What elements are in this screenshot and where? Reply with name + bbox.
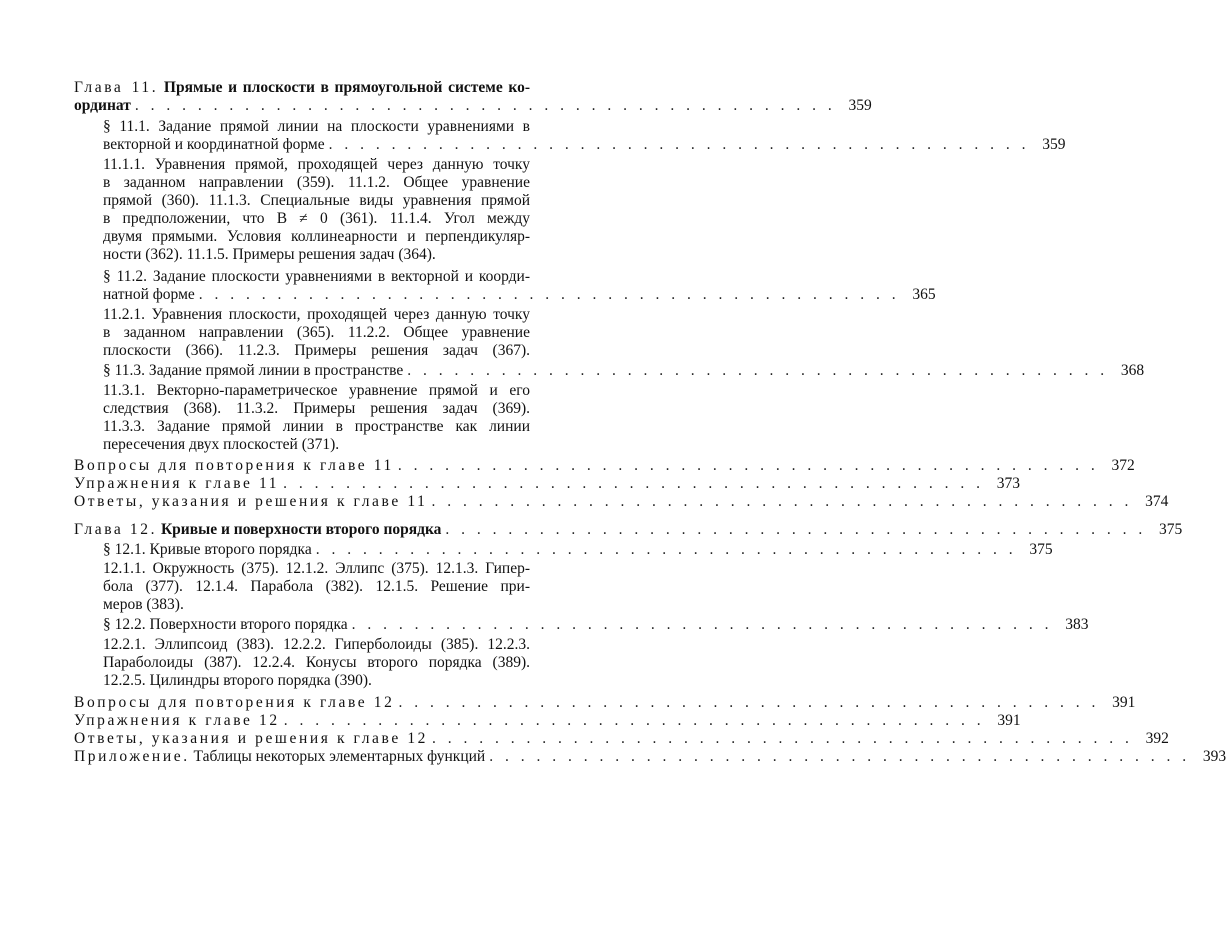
dot-leader: . . . . . . . . . . . . . . . . . . . . . . . . . . . . . . . . . . . . . . . . . . . . . bbox=[283, 475, 984, 492]
chapter-11-title: Прямые и плоскости в прямоугольной системе ко- bbox=[163, 79, 530, 96]
section-12-1-detail: меров (383). bbox=[103, 596, 184, 613]
chapter-11-heading-line1 bbox=[74, 78, 530, 97]
chapter-12-heading-text bbox=[74, 520, 441, 539]
section-12-1-detail: 12.1.1. Окружность (375). 12.1.2. Эллипс (375). 12.1.3. Гипер- bbox=[103, 560, 530, 577]
section-12-1-page: 375 bbox=[1029, 541, 1053, 558]
appendix bbox=[74, 747, 1226, 766]
dot-leader: . . . . . . . . . . . . . . . . . . . . . . . . . . . . . . . . . . . . . . . . . . . . . bbox=[445, 521, 1147, 538]
section-11-2-detail: плоскости (366). 11.2.3. Примеры решения задач (367). bbox=[103, 342, 530, 359]
dot-leader: . . . . . . . . . . . . . . . . . . . . . . . . . . . . . . . . . . . . . . . . . . . . . bbox=[134, 97, 836, 114]
section-11-1-page: 359 bbox=[1042, 136, 1066, 153]
chapter-12-title: Кривые и поверхности второго порядка bbox=[160, 521, 442, 538]
dot-leader: . . . . . . . . . . . . . . . . . . . . . . . . . . . . . . . . . . . . . . . . . . . . . bbox=[315, 541, 1017, 558]
section-11-3-page: 368 bbox=[1120, 362, 1145, 379]
section-11-2-detail: 11.2.1. Уравнения плоскости, проходящей через данную точку bbox=[103, 306, 530, 323]
chapter-11-heading-line2 bbox=[74, 96, 872, 115]
appendix-page: 393 bbox=[1202, 748, 1226, 765]
section-11-2-title: § 11.2. Задание плоскости уравнениями в векторной и коорди- bbox=[103, 268, 530, 285]
dot-leader: . . . . . . . . . . . . . . . . . . . . . . . . . . . . . . . . . . . . . . . . . . . . . bbox=[489, 748, 1191, 765]
section-12-1-title-text: § 12.1. Кривые второго порядка bbox=[103, 541, 312, 558]
section-12-2-detail: 12.2.1. Эллипсоид (383). 12.2.2. Гиперболоиды (385). 12.2.3. bbox=[103, 636, 530, 653]
chapter-12-page: 375 bbox=[1159, 521, 1183, 538]
dot-leader: . . . . . . . . . . . . . . . . . . . . . . . . . . . . . . . . . . . . . . . . . . . . . bbox=[351, 616, 1053, 633]
section-12-1-title bbox=[103, 540, 1053, 559]
dot-leader: . . . . . . . . . . . . . . . . . . . . . . . . . . . . . . . . . . . . . . . . . . . . . bbox=[328, 136, 1030, 153]
section-11-2-title-cont bbox=[103, 285, 936, 304]
section-11-3-title bbox=[103, 361, 1145, 380]
answers-ch12-label: Ответы, указания и решения к главе 12 bbox=[74, 730, 429, 747]
answers-ch11 bbox=[74, 492, 1169, 511]
section-11-1-detail: ности (362). 11.1.5. Примеры решения задач (364). bbox=[103, 246, 436, 263]
section-11-1-detail: прямой (360). 11.1.3. Специальные виды уравнения прямой bbox=[103, 192, 530, 209]
appendix-label: Приложение. bbox=[74, 748, 190, 765]
answers-ch12-page: 392 bbox=[1145, 730, 1169, 747]
exercises-ch12-label: Упражнения к главе 12 bbox=[74, 712, 280, 729]
chapter-12-label: Глава 12. bbox=[74, 521, 158, 538]
section-11-1-detail: 11.1.1. Уравнения прямой, проходящей через данную точку bbox=[103, 156, 530, 173]
section-12-2-detail: Параболоиды (387). 12.2.4. Конусы второго порядка (389). bbox=[103, 654, 530, 671]
appendix-title: Таблицы некоторых элементарных функций bbox=[193, 748, 486, 765]
questions-ch11-label: Вопросы для повторения к главе 11 bbox=[74, 457, 394, 474]
section-11-3-title-text: § 11.3. Задание прямой линии в пространстве bbox=[103, 362, 404, 379]
section-11-3-detail: 11.3.3. Задание прямой линии в пространстве как линии bbox=[103, 418, 530, 435]
section-12-1-detail: бола (377). 12.1.4. Парабола (382). 12.1.5. Решение при- bbox=[103, 578, 530, 595]
dot-leader: . . . . . . . . . . . . . . . . . . . . . . . . . . . . . . . . . . . . . . . . . . . . . bbox=[398, 694, 1100, 711]
exercises-ch11-label: Упражнения к главе 11 bbox=[74, 475, 280, 492]
dot-leader: . . . . . . . . . . . . . . . . . . . . . . . . . . . . . . . . . . . . . . . . . . . . . bbox=[283, 712, 985, 729]
section-11-1-title-text: векторной и координатной форме bbox=[103, 136, 325, 153]
chapter-11-title-cont: ординат bbox=[74, 97, 131, 114]
section-12-2-title-text: § 12.2. Поверхности второго порядка bbox=[103, 616, 348, 633]
questions-ch11 bbox=[74, 456, 1135, 475]
chapter-11-label: Глава 11. bbox=[74, 79, 159, 96]
section-11-2-page: 365 bbox=[912, 286, 936, 303]
questions-ch12 bbox=[74, 693, 1136, 712]
section-12-2-page: 383 bbox=[1065, 616, 1089, 633]
section-11-2-title-text: натной форме bbox=[103, 286, 195, 303]
section-11-3-detail: пересечения двух плоскостей (371). bbox=[103, 436, 340, 453]
questions-ch12-label: Вопросы для повторения к главе 12 bbox=[74, 694, 395, 711]
answers-ch12 bbox=[74, 729, 1169, 748]
section-11-3-detail: следствия (368). 11.3.2. Примеры решения задач (369). bbox=[103, 400, 530, 417]
section-11-3-detail: 11.3.1. Векторно-параметрическое уравнение прямой и его bbox=[103, 382, 530, 399]
dot-leader: . . . . . . . . . . . . . . . . . . . . . . . . . . . . . . . . . . . . . . . . . . . . . bbox=[432, 730, 1133, 747]
section-12-2-detail: 12.2.5. Цилиндры второго порядка (390). bbox=[103, 672, 372, 689]
exercises-ch11-page: 373 bbox=[996, 475, 1020, 492]
appendix-text bbox=[74, 747, 485, 766]
answers-ch11-label: Ответы, указания и решения к главе 11 bbox=[74, 493, 428, 510]
chapter-12-heading bbox=[74, 520, 1183, 539]
questions-ch12-page: 391 bbox=[1112, 694, 1136, 711]
chapter-11-page: 359 bbox=[848, 97, 872, 114]
answers-ch11-page: 374 bbox=[1145, 493, 1169, 510]
dot-leader: . . . . . . . . . . . . . . . . . . . . . . . . . . . . . . . . . . . . . . . . . . . . . bbox=[407, 362, 1109, 379]
exercises-ch12 bbox=[74, 711, 1021, 730]
exercises-ch12-page: 391 bbox=[997, 712, 1021, 729]
exercises-ch11 bbox=[74, 474, 1020, 493]
dot-leader: . . . . . . . . . . . . . . . . . . . . . . . . . . . . . . . . . . . . . . . . . . . . . bbox=[198, 286, 900, 303]
section-11-1-detail: в заданном направлении (359). 11.1.2. Общее уравнение bbox=[103, 174, 530, 191]
section-11-1-detail: в предположении, что B ≠ 0 (361). 11.1.4. Угол между bbox=[103, 210, 530, 227]
section-12-2-title bbox=[103, 615, 1089, 634]
section-11-1-title-cont bbox=[103, 135, 1066, 154]
section-11-1-detail: двумя прямыми. Условия коллинеарности и перпендикуляр- bbox=[103, 228, 530, 245]
questions-ch11-page: 372 bbox=[1111, 457, 1135, 474]
dot-leader: . . . . . . . . . . . . . . . . . . . . . . . . . . . . . . . . . . . . . . . . . . . . . bbox=[397, 457, 1099, 474]
dot-leader: . . . . . . . . . . . . . . . . . . . . . . . . . . . . . . . . . . . . . . . . . . . . . bbox=[431, 493, 1133, 510]
section-11-1-title: § 11.1. Задание прямой линии на плоскости уравнениями в bbox=[103, 118, 530, 135]
section-11-2-detail: в заданном направлении (365). 11.2.2. Общее уравнение bbox=[103, 324, 530, 341]
